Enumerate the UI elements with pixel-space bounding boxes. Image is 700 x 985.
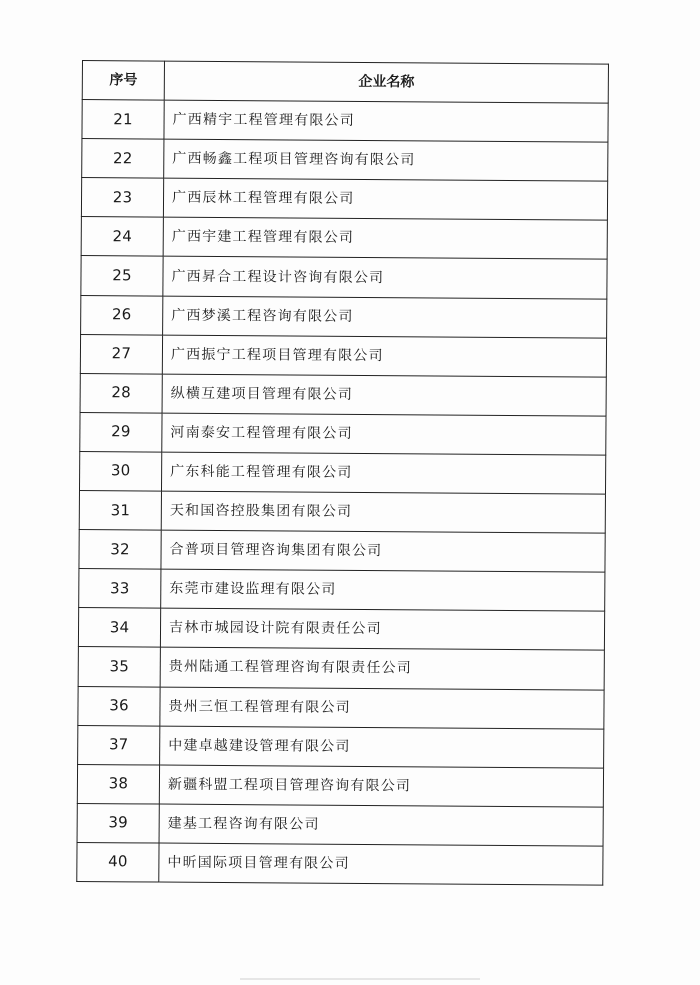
column-header-seq: 序号: [82, 61, 164, 101]
table-row: [79, 491, 605, 534]
row-company-name: 贵州陆通工程管理咨询有限责任公司: [160, 647, 604, 689]
table-row: [77, 842, 603, 885]
row-seq: 33: [79, 569, 161, 609]
row-seq: 39: [77, 803, 159, 843]
table-row: [79, 569, 605, 612]
table-row: [79, 451, 605, 494]
row-seq: 29: [80, 412, 162, 452]
row-company-name: 新疆科盟工程项目管理咨询有限公司: [159, 765, 603, 807]
row-company-name: 建基工程咨询有限公司: [159, 804, 603, 846]
row-seq: 24: [81, 217, 163, 257]
row-company-name: 天和国咨控股集团有限公司: [161, 491, 605, 533]
table-row: [79, 530, 605, 573]
table-row: [78, 725, 604, 768]
row-seq: 22: [82, 139, 164, 179]
table-row: [81, 178, 607, 221]
row-seq: 25: [81, 256, 163, 296]
scan-artifact: [240, 978, 480, 980]
table-row: [80, 373, 606, 416]
table-row: [81, 295, 607, 338]
row-company-name: 广西梦溪工程咨询有限公司: [163, 296, 607, 338]
table-row: [81, 256, 607, 299]
row-seq: 31: [79, 491, 161, 531]
table-row: [77, 764, 603, 807]
table-row: [77, 803, 603, 846]
row-seq: 40: [77, 842, 159, 882]
row-company-name: 合普项目管理咨询集团有限公司: [161, 530, 605, 572]
row-seq: 21: [82, 100, 164, 140]
table-row: [78, 686, 604, 729]
table-row: [81, 217, 607, 260]
row-company-name: 广西辰林工程管理有限公司: [163, 178, 607, 220]
row-seq: 23: [81, 178, 163, 218]
row-seq: 37: [78, 725, 160, 765]
row-company-name: 纵横互建项目管理有限公司: [162, 374, 606, 416]
row-company-name: 广西精宇工程管理有限公司: [164, 100, 608, 142]
table-row: [80, 334, 606, 377]
row-company-name: 中建卓越建设管理有限公司: [160, 726, 604, 768]
row-seq: 38: [77, 764, 159, 804]
row-seq: 26: [81, 295, 163, 335]
column-header-name: 企业名称: [164, 61, 608, 103]
row-company-name: 广西宇建工程管理有限公司: [163, 217, 607, 259]
table-row: [78, 608, 604, 651]
row-seq: 32: [79, 530, 161, 570]
row-seq: 35: [78, 647, 160, 687]
row-company-name: 广东科能工程管理有限公司: [161, 452, 605, 494]
company-list-table: [76, 60, 609, 886]
row-company-name: 东莞市建设监理有限公司: [161, 569, 605, 611]
table-header-row: [82, 61, 608, 104]
row-company-name: 吉林市城园设计院有限责任公司: [160, 608, 604, 650]
row-seq: 36: [78, 686, 160, 726]
row-seq: 28: [80, 373, 162, 413]
table-row: [82, 139, 608, 182]
row-company-name: 中昕国际项目管理有限公司: [159, 843, 603, 885]
table-row: [80, 412, 606, 455]
row-company-name: 广西畅鑫工程项目管理咨询有限公司: [164, 139, 608, 181]
row-company-name: 广西振宁工程项目管理有限公司: [162, 335, 606, 377]
row-seq: 34: [78, 608, 160, 648]
row-seq: 27: [80, 334, 162, 374]
row-company-name: 贵州三恒工程管理有限公司: [160, 687, 604, 729]
row-seq: 30: [79, 451, 161, 491]
table-row: [78, 647, 604, 690]
row-company-name: 广西昇合工程设计咨询有限公司: [163, 257, 607, 299]
row-company-name: 河南泰安工程管理有限公司: [162, 413, 606, 455]
table-row: [82, 100, 608, 143]
